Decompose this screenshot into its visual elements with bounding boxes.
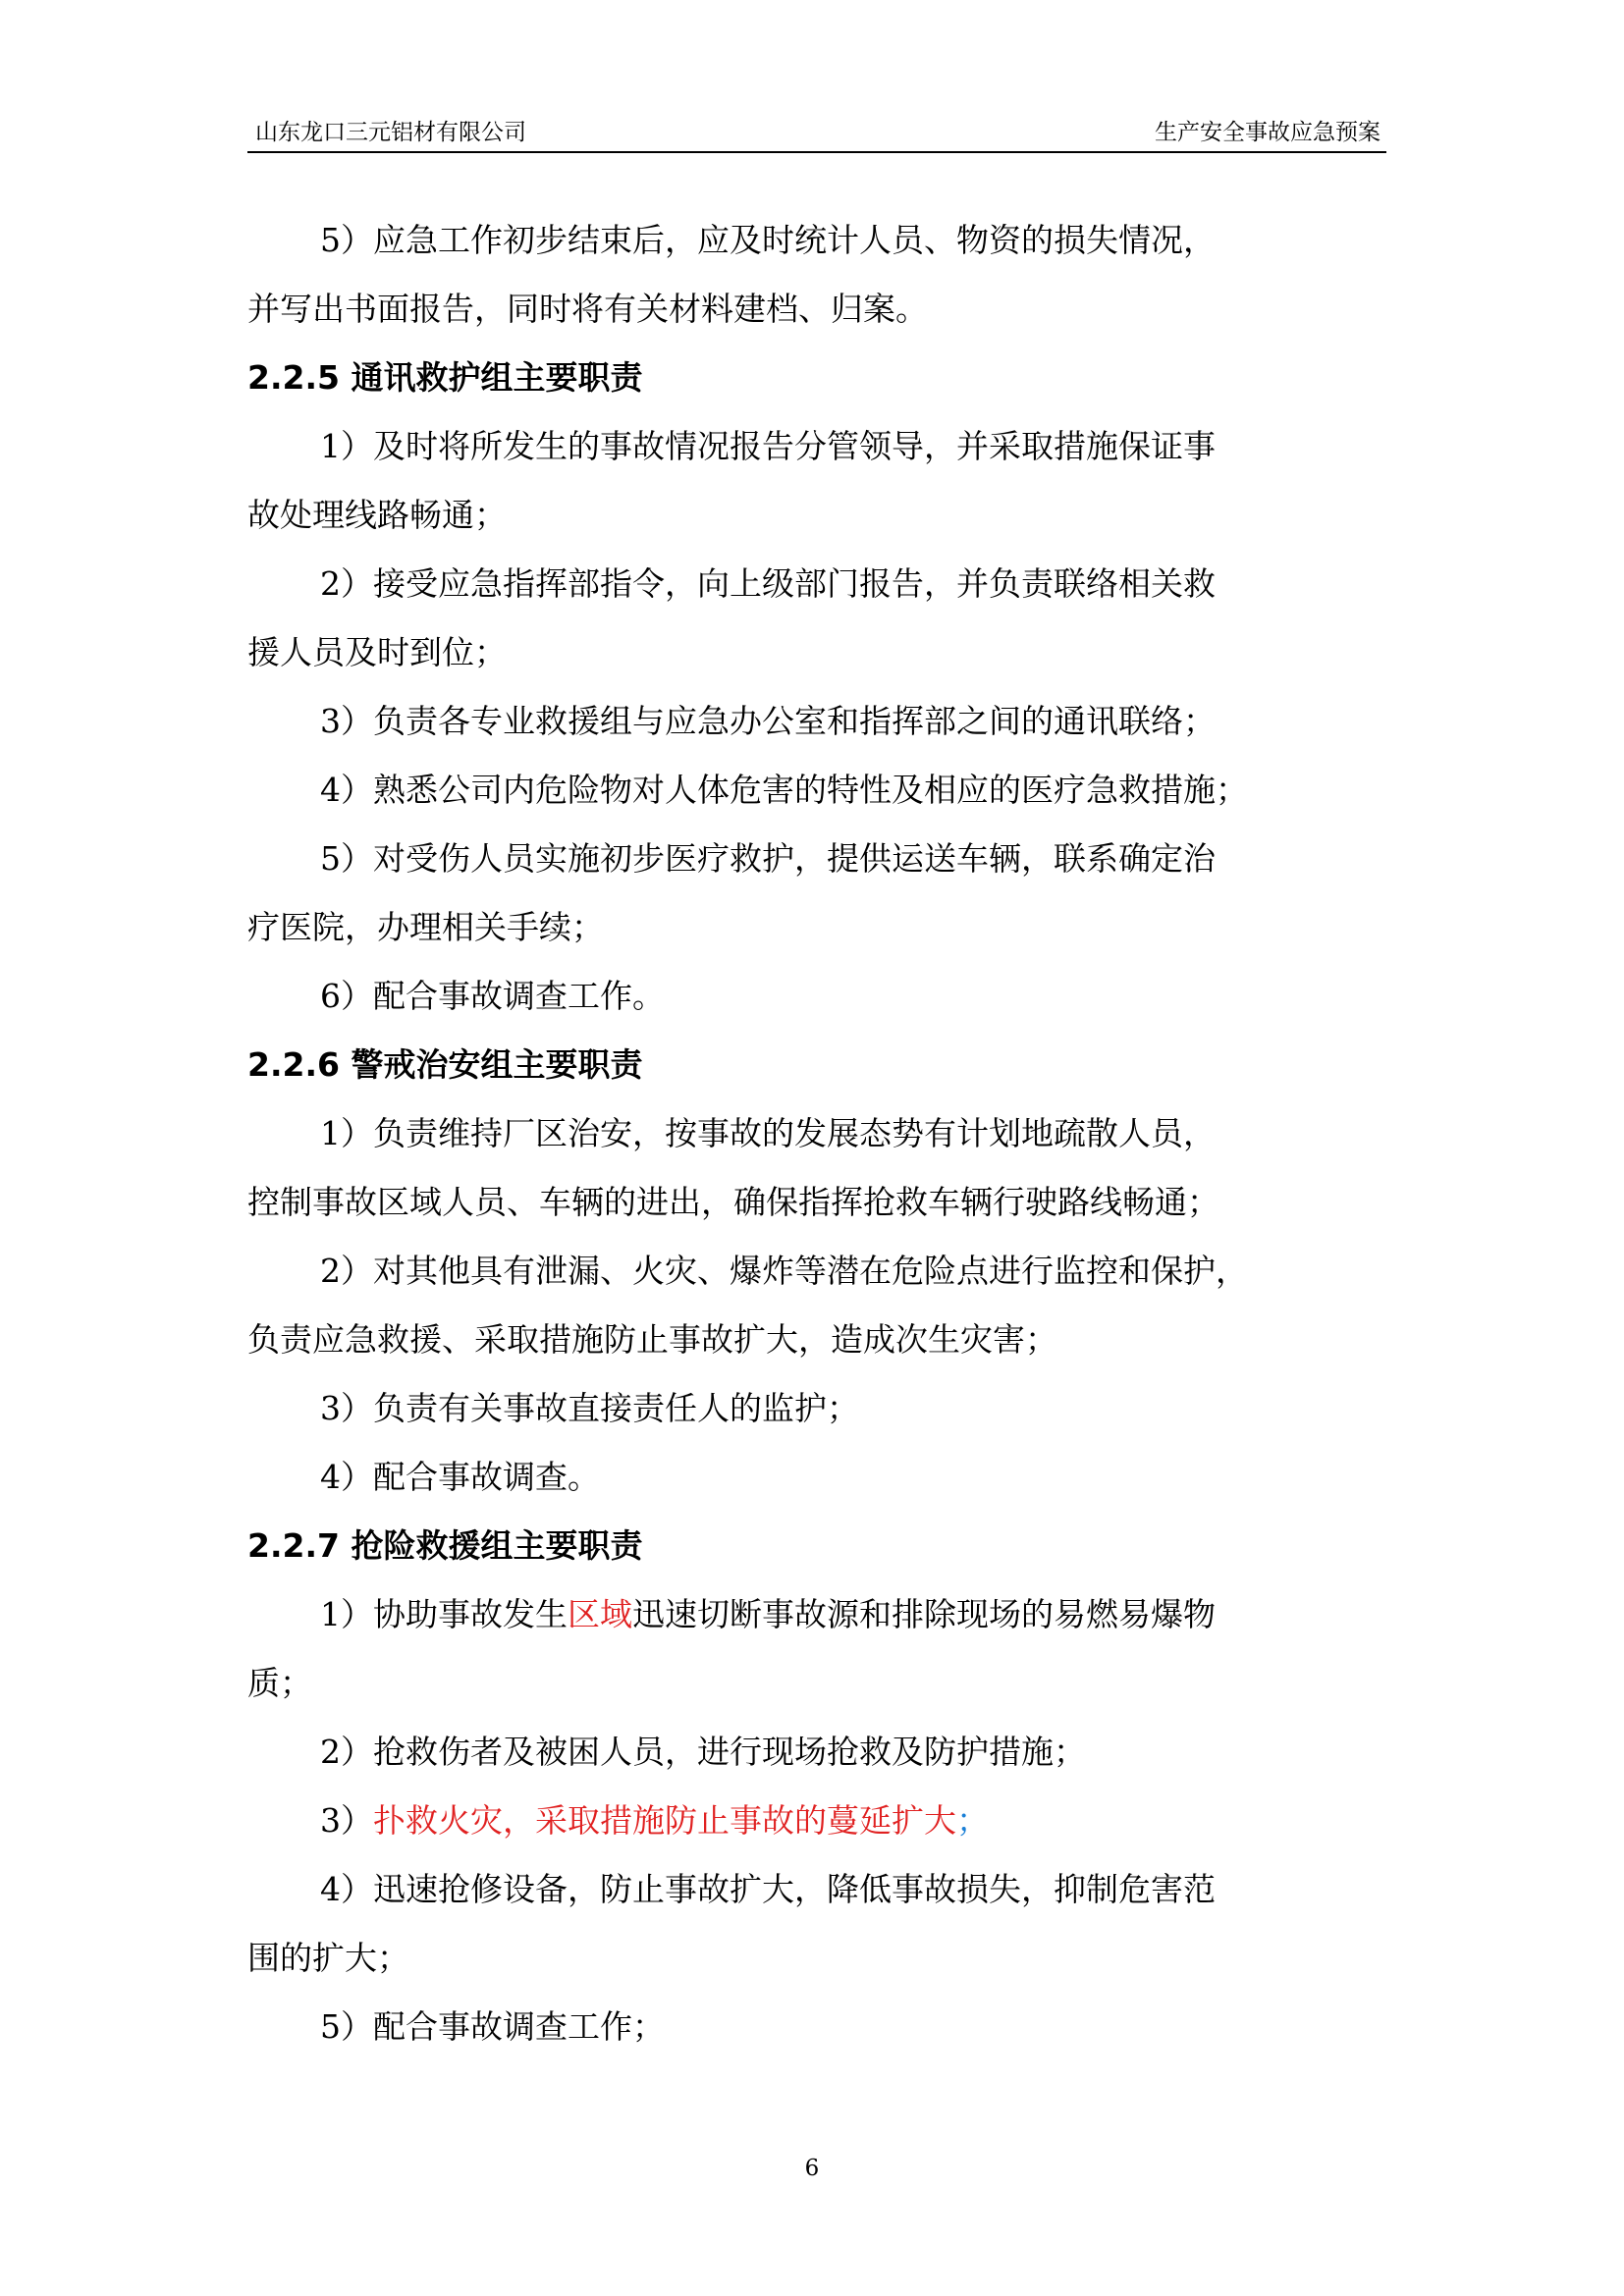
s227-item-4-line1: 4）迅速抢修设备，防止事故扩大，降低事故损失，抑制危害范: [320, 1870, 1216, 1908]
page-header: [247, 112, 1386, 153]
page-number: 6: [804, 2156, 820, 2181]
s226-item-4: 4）配合事故调查。: [320, 1458, 600, 1496]
s225-item-3: 3）负责各专业救援组与应急办公室和指挥部之间的通讯联络；: [320, 702, 1216, 740]
s227-item-2: 2）抢救伤者及被困人员，进行现场抢救及防护措施；: [320, 1733, 1086, 1771]
s225-item-2-line2: 援人员及时到位；: [247, 633, 507, 671]
paragraph-item-5-line1: 5）应急工作初步结束后，应及时统计人员、物资的损失情况，: [320, 221, 1216, 259]
s227-item-1-highlight-red: 区域: [568, 1595, 632, 1633]
s226-item-2-line1: 2）对其他具有泄漏、火灾、爆炸等潜在危险点进行监控和保护，: [320, 1252, 1248, 1290]
s227-item-5: 5）配合事故调查工作；: [320, 2007, 665, 2046]
s227-item-3: [247, 1787, 1388, 1855]
s227-item-3-number: 3）: [320, 1801, 373, 1840]
s226-item-2-line2: 负责应急救援、采取措施防止事故扩大，造成次生灾害；: [247, 1320, 1057, 1359]
header-document-title: 生产安全事故应急预案: [1155, 120, 1380, 145]
s227-item-1-line1: [247, 1580, 1388, 1649]
s227-item-1-text-end: 迅速切断事故源和排除现场的易燃易爆物: [632, 1595, 1216, 1633]
s225-item-5-line2: 疗医院，办理相关手续；: [247, 908, 604, 946]
s225-item-2-line1: 2）接受应急指挥部指令，向上级部门报告，并负责联络相关救: [320, 564, 1216, 603]
s225-item-1-line2: 故处理线路畅通；: [247, 496, 507, 534]
s225-item-5-line1: 5）对受伤人员实施初步医疗救护，提供运送车辆，联系确定治: [320, 839, 1216, 878]
s226-item-1-line1: 1）负责维持厂区治安，按事故的发展态势有计划地疏散人员，: [320, 1114, 1216, 1152]
s227-item-3-highlight-blue: ；: [956, 1801, 989, 1840]
s226-item-3: 3）负责有关事故直接责任人的监护；: [320, 1389, 859, 1427]
paragraph-item-5-line2: 并写出书面报告，同时将有关材料建档、归案。: [247, 290, 928, 328]
s227-item-1-text-start: 1）协助事故发生: [320, 1595, 568, 1633]
s225-item-6: 6）配合事故调查工作。: [320, 977, 665, 1015]
section-heading-2-2-6: 2.2.6 警戒治安组主要职责: [247, 1045, 643, 1084]
s227-item-4-line2: 围的扩大；: [247, 1939, 409, 1977]
s227-item-1-line2: 质；: [247, 1664, 312, 1702]
s226-item-1-line2: 控制事故区域人员、车辆的进出，确保指挥抢救车辆行驶路线畅通；: [247, 1183, 1219, 1221]
header-company-name: 山东龙口三元铝材有限公司: [255, 120, 526, 145]
section-heading-2-2-7: 2.2.7 抢险救援组主要职责: [247, 1526, 643, 1565]
document-body: [247, 206, 1388, 2061]
section-heading-2-2-5: 2.2.5 通讯救护组主要职责: [247, 358, 643, 397]
s225-item-4: 4）熟悉公司内危险物对人体危害的特性及相应的医疗急救措施；: [320, 771, 1248, 809]
s227-item-3-highlight-red: 扑救火灾，采取措施防止事故的蔓延扩大: [373, 1801, 956, 1840]
s225-item-1-line1: 1）及时将所发生的事故情况报告分管领导，并采取措施保证事: [320, 427, 1216, 465]
